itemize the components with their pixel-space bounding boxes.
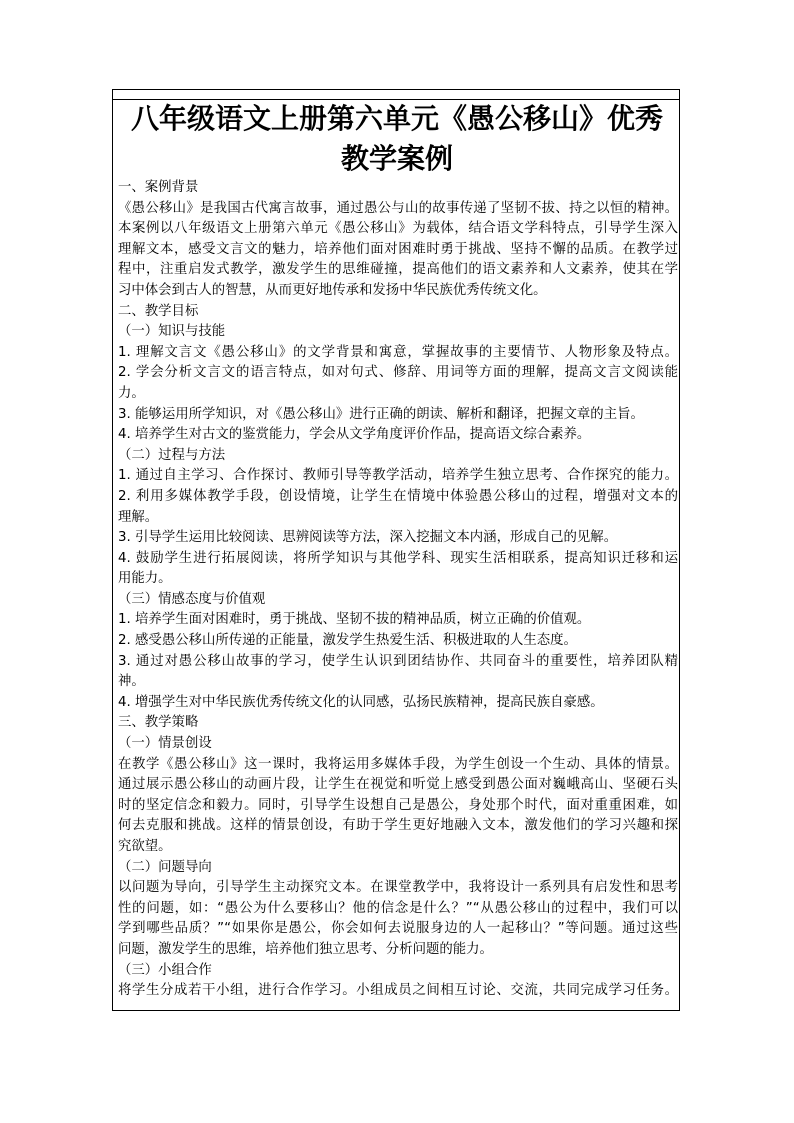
body-line: 1. 培养学生面对困难时，勇于挑战、坚韧不拔的精神品质，树立正确的价值观。 bbox=[118, 612, 591, 628]
body-line: 《愚公移山》是我国古代寓言故事，通过愚公与山的故事传递了坚韧不拔、持之以恒的精神。 bbox=[118, 200, 678, 216]
body-line: 2. 感受愚公移山所传递的正能量，激发学生热爱生活、积极进取的人生态度。 bbox=[118, 633, 577, 649]
body-line: 力。 bbox=[118, 385, 145, 401]
body-line: 程中，注重启发式教学，激发学生的思维碰撞，提高他们的语文素养和人文素养，使其在学 bbox=[118, 262, 678, 278]
body-line: 2. 学会分析文言文的语言特点，如对句式、修辞、用词等方面的理解，提高文言文阅读能 bbox=[118, 365, 678, 381]
body-line: 学到哪些品质？”“如果你是愚公，你会如何去说服身边的人一起移山？”等问题。通过这些 bbox=[118, 921, 678, 937]
body-line: 1. 理解文言文《愚公移山》的文学背景和寓意，掌握故事的主要情节、人物形象及特点。 bbox=[118, 344, 678, 360]
title-line-1: 八年级语文上册第六单元《愚公移山》优秀 bbox=[130, 102, 663, 135]
body-line: 一、案例背景 bbox=[118, 180, 199, 195]
body-line: 用能力。 bbox=[118, 571, 172, 587]
body-line: 理解文本，感受文言文的魅力，培养他们面对困难时勇于挑战、坚持不懈的品质。在教学过 bbox=[118, 241, 678, 257]
body-line: 二、教学目标 bbox=[118, 303, 199, 319]
body-line: 本案例以八年级语文上册第六单元《愚公移山》为载体，结合语文学科特点，引导学生深入 bbox=[118, 221, 678, 237]
document-body bbox=[118, 178, 678, 1002]
body-line: 习中体会到古人的智慧，从而更好地传承和发扬中华民族优秀传统文化。 bbox=[118, 282, 547, 298]
body-line: 4. 增强学生对中华民族优秀传统文化的认同感，弘扬民族精神，提高民族自豪感。 bbox=[118, 694, 604, 710]
body-line: （三）小组合作 bbox=[118, 962, 212, 978]
body-line: 究欲望。 bbox=[118, 839, 172, 854]
body-line: 2. 利用多媒体教学手段，创设情境，让学生在情境中体验愚公移山的过程，增强对文本的 bbox=[118, 488, 678, 504]
body-line: 3. 引导学生运用比较阅读、思辨阅读等方法，深入挖掘文本内涵，形成自己的见解。 bbox=[118, 530, 618, 546]
body-line: （一）情景创设 bbox=[118, 736, 212, 752]
body-line: 1. 通过自主学习、合作探讨、教师引导等教学活动，培养学生独立思考、合作探究的能力。 bbox=[118, 468, 678, 484]
body-line: 理解。 bbox=[118, 509, 159, 525]
body-line: （二）问题导向 bbox=[118, 859, 212, 875]
body-line: 通过展示愚公移山的动画片段，让学生在视觉和听觉上感受到愚公面对巍峨高山、坚硬石头 bbox=[118, 777, 678, 793]
body-line: 神。 bbox=[118, 674, 145, 690]
body-line: 时的坚定信念和毅力。同时，引导学生设想自己是愚公，身处那个时代，面对重重困难，如 bbox=[118, 797, 678, 813]
document-title bbox=[0, 99, 794, 179]
body-line: 在教学《愚公移山》这一课时，我将运用多媒体手段，为学生创设一个生动、具体的情景。 bbox=[118, 756, 678, 772]
body-line: （一）知识与技能 bbox=[118, 324, 226, 340]
body-line: 性的问题，如：“愚公为什么要移山？他的信念是什么？”“从愚公移山的过程中，我们可以 bbox=[118, 900, 678, 916]
body-line: 4. 鼓励学生进行拓展阅读，将所学知识与其他学科、现实生活相联系，提高知识迁移和运 bbox=[118, 550, 678, 566]
body-line: （二）过程与方法 bbox=[118, 447, 226, 463]
body-line: 将学生分成若干小组，进行合作学习。小组成员之间相互讨论、交流，共同完成学习任务。 bbox=[118, 983, 678, 999]
body-line: 3. 能够运用所学知识，对《愚公移山》进行正确的朗读、解析和翻译，把握文章的主旨。 bbox=[118, 406, 644, 422]
body-line: 3. 通过对愚公移山故事的学习，使学生认识到团结协作、共同奋斗的重要性，培养团队精 bbox=[118, 653, 678, 669]
title-line-2: 教学案例 bbox=[340, 142, 453, 175]
body-line: 问题，激发学生的思维，培养他们独立思考、分析问题的能力。 bbox=[118, 941, 493, 957]
body-line: （三）情感态度与价值观 bbox=[118, 591, 266, 607]
body-line: 三、教学策略 bbox=[118, 715, 199, 731]
body-line: 何去克服和挑战。这样的情景创设，有助于学生更好地融入文本，激发他们的学习兴趣和探 bbox=[118, 818, 678, 834]
body-line: 以问题为导向，引导学生主动探究文本。在课堂教学中，我将设计一系列具有启发性和思考 bbox=[118, 880, 678, 896]
body-line: 4. 培养学生对古文的鉴赏能力，学会从文学角度评价作品，提高语文综合素养。 bbox=[118, 427, 591, 443]
